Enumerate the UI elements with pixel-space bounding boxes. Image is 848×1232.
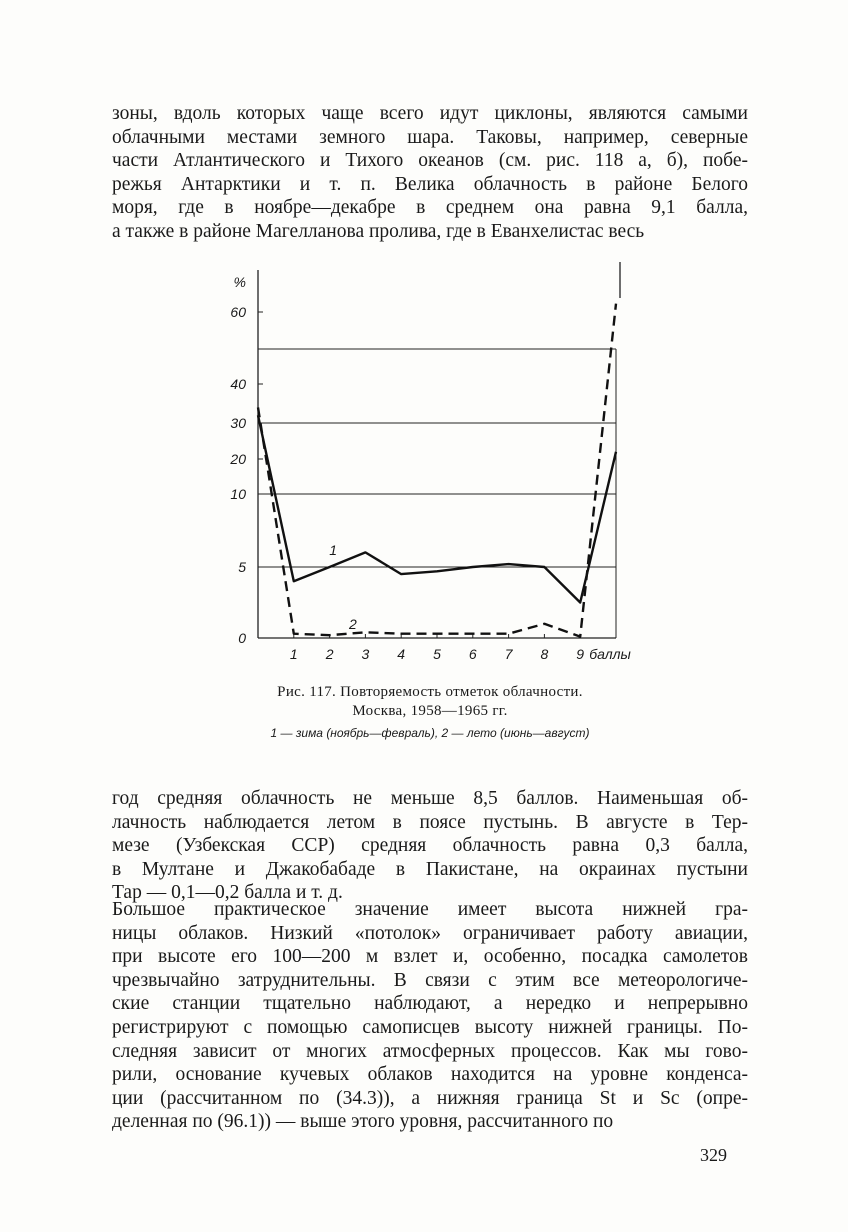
y-tick-label: 40 — [230, 376, 246, 392]
x-tick-label: 6 — [468, 646, 477, 662]
text-line: Большое практическое значение имеет высота нижней гра- — [112, 899, 748, 920]
x-tick-label: 2 — [325, 646, 334, 662]
chart-series — [258, 304, 616, 637]
y-tick-label: 10 — [230, 486, 246, 502]
text-line: рили, основание кучевых облаков находится на уровне конденса- — [112, 1064, 748, 1086]
y-tick-label: 0 — [238, 630, 246, 646]
x-tick-label: 9 — [576, 646, 585, 662]
x-tick-label: 4 — [397, 646, 406, 662]
text-line: год средняя облачность не меньше 8,5 баллов. Наименьшая об- — [112, 788, 748, 809]
text-line: деленная по (96.1)) — выше этого уровня, рассчитанного по — [112, 1111, 614, 1133]
figure-legend: 1 — зима (ноябрь—февраль), 2 — лето (июнь—август) — [270, 726, 590, 740]
text-line: ницы облаков. Низкий «потолок» ограничивает работу авиации, — [112, 922, 748, 944]
series-label-1: 1 — [329, 542, 338, 558]
y-tick-label: 30 — [230, 415, 246, 431]
caption-line-1: Рис. 117. Повторяемость отметок облачности. — [277, 684, 583, 700]
x-tick-label: 3 — [361, 646, 370, 662]
text-line: облачными местами земного шара. Таковы, например, северные — [112, 126, 748, 148]
text-line: регистрируют с помощью самописцев высоту нижней границы. По- — [112, 1016, 748, 1038]
text-line: чрезвычайно затруднительны. В связи с этим все метеорологиче- — [112, 969, 748, 991]
text-line: Тар — 0,1—0,2 балла и т. д. — [112, 882, 343, 904]
figure-caption — [200, 683, 660, 721]
x-tick-label: 8 — [540, 646, 549, 662]
caption-line-2: Москва, 1958—1965 гг. — [352, 703, 508, 719]
paragraph-mid — [112, 787, 748, 905]
y-tick-label: 60 — [230, 304, 246, 320]
text-line: в Мултане и Джакобабаде в Пакистане, на окраинах пустыни — [112, 858, 748, 880]
text-line: при высоте его 100—200 м взлет и, особенно, посадка самолетов — [112, 946, 748, 968]
text-line: части Атлантического и Тихого океанов (см. рис. 118 а, б), побе- — [112, 150, 748, 172]
chart-grid — [258, 349, 616, 567]
text-line: лачность наблюдается летом в поясе пустынь. В августе в Тер- — [112, 811, 748, 833]
text-line: зоны, вдоль которых чаще всего идут циклоны, являются самыми — [112, 103, 748, 124]
text-line: следняя зависит от многих атмосферных процессов. Как мы гово- — [112, 1040, 748, 1062]
series-line-1 — [258, 415, 616, 602]
series-label-2: 2 — [348, 616, 357, 633]
y-tick-label: 20 — [230, 451, 246, 467]
x-tick-label: 1 — [289, 646, 298, 662]
chart-axes — [258, 262, 620, 638]
x-unit-label: баллы — [589, 646, 631, 662]
x-tick-label: 5 — [433, 646, 441, 662]
text-line: мезе (Узбекская ССР) средняя облачность равна 0,3 балла, — [112, 835, 748, 857]
text-line: а также в районе Магелланова пролива, где в Еванхелистас весь — [112, 220, 645, 242]
x-tick-label: 7 — [504, 646, 513, 662]
paragraph-bottom — [112, 898, 748, 1134]
y-tick-label: 5 — [238, 559, 246, 575]
y-unit-label: % — [233, 274, 246, 290]
page-number: 329 — [700, 1145, 727, 1165]
text-line: моря, где в ноябре—декабре в среднем она равна 9,1 балла, — [112, 197, 748, 219]
text-line: ские станции тщательно наблюдают, а нередко и непрерывно — [112, 993, 748, 1015]
text-line: режья Антарктики и т. п. Велика облачность в районе Белого — [112, 173, 748, 195]
text-line: ции (рассчитанном по (34.3)), а нижняя граница St и Sc (опре- — [112, 1087, 748, 1109]
series-line-2 — [258, 304, 616, 637]
